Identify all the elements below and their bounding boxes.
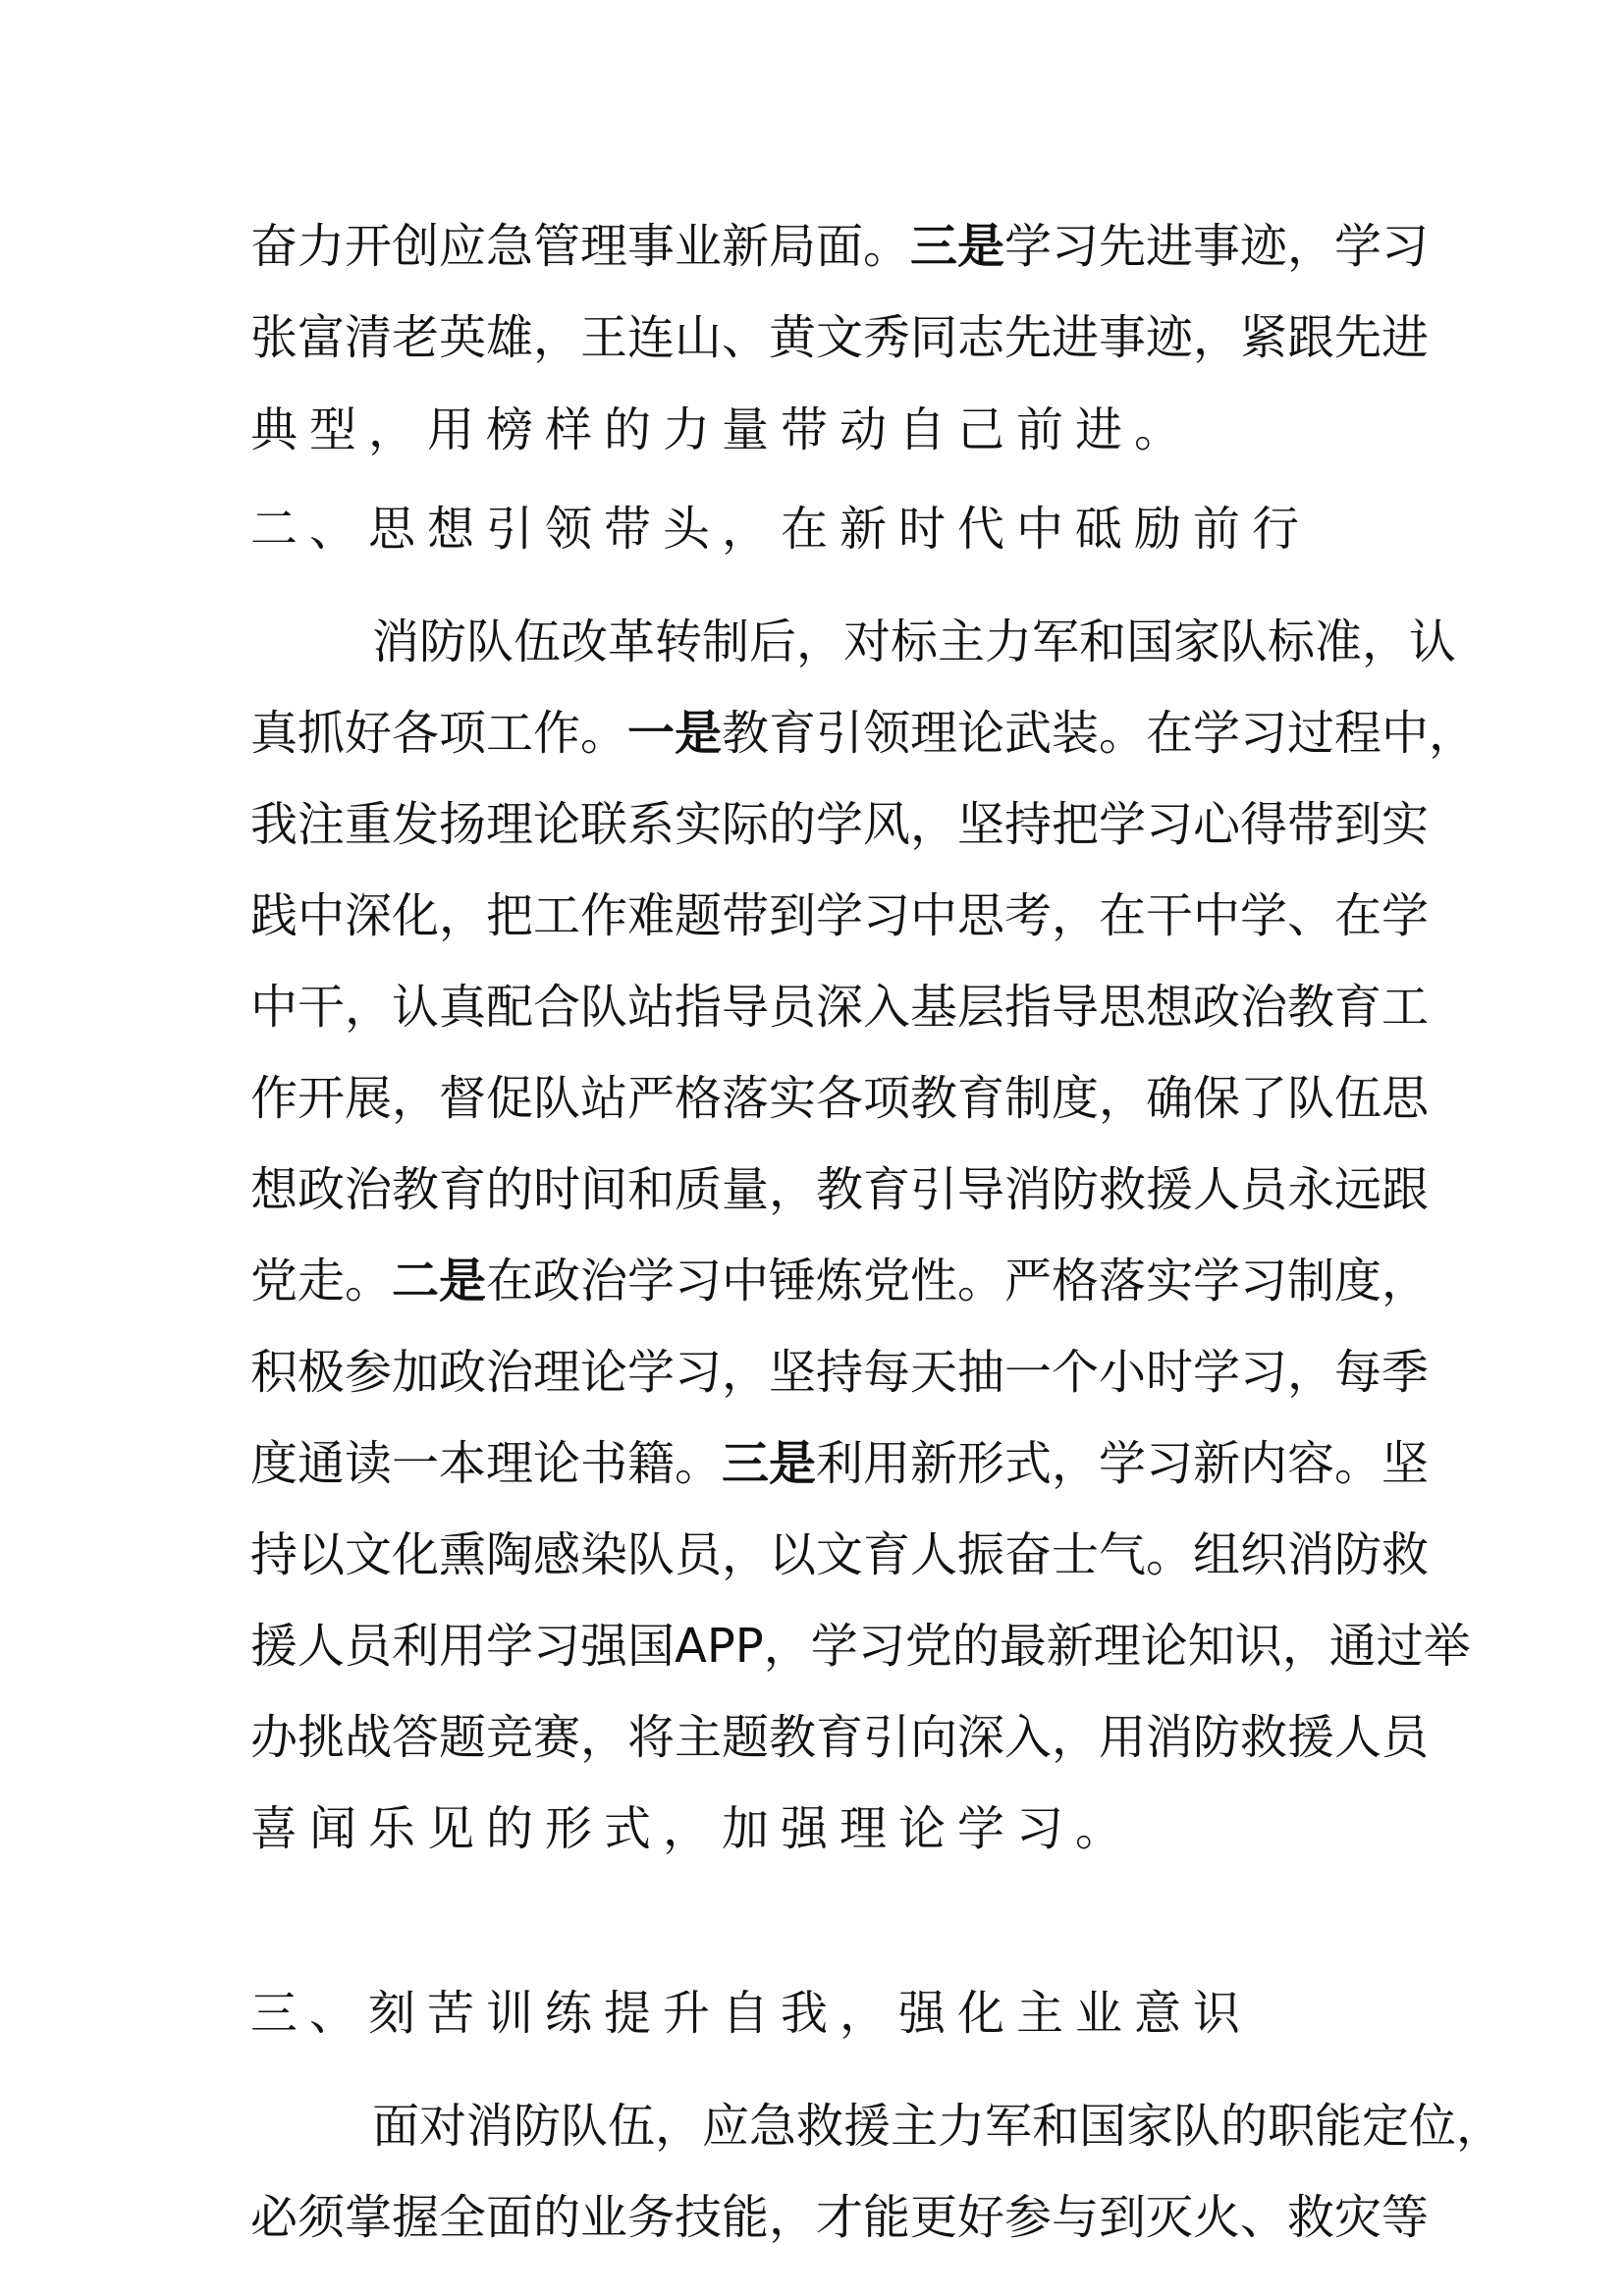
section-heading: [250, 484, 1345, 575]
text-run: 必须掌握全面的业务技能，才能更好参与到灭火、救灾等: [250, 2190, 1430, 2245]
text-run: 积极参加政治理论学习，坚持每天抽一个小时学习，每季: [250, 1345, 1430, 1400]
text-run: 中干，认真配合队站指导员深入基层指导思想政治教育工: [250, 980, 1430, 1035]
paragraph-line: [250, 385, 1345, 476]
paragraph-line: [250, 688, 1477, 779]
paragraph-line: [250, 1692, 1430, 1784]
paragraph-line: [250, 293, 1430, 384]
text-run: 党走。: [250, 1254, 393, 1308]
paragraph-line: [250, 2081, 1504, 2172]
text-run: 利用新形式，学习新内容。坚: [816, 1436, 1430, 1491]
paragraph-line: [250, 597, 1457, 688]
text-run: 奋力开创应急管理事业新局面。: [250, 219, 911, 274]
bold-keyword: 三是: [910, 219, 1005, 274]
text-run: 喜闻乐见的形式，加强理论学习。: [250, 1801, 1135, 1856]
section-heading: [250, 1968, 1345, 2059]
text-run: 三、刻苦训练提升自我，强化主业意识: [250, 1986, 1253, 2041]
paragraph-line: [250, 2172, 1430, 2264]
text-run: 办挑战答题竞赛，将主题教育引向深入，用消防救援人员: [250, 1710, 1430, 1765]
text-run: 援人员利用学习强国APP，学习党的最新理论知识，通过举: [250, 1619, 1471, 1674]
text-run: 教育引领理论武装。在学习过程中，: [722, 706, 1477, 761]
paragraph-line: [250, 1784, 1345, 1875]
paragraph-line: [250, 962, 1430, 1053]
bold-keyword: 一是: [627, 706, 723, 761]
text-run: 践中深化，把工作难题带到学习中思考，在干中学、在学: [250, 888, 1430, 943]
paragraph-line: [250, 1145, 1430, 1236]
bold-keyword: 二是: [392, 1254, 487, 1308]
text-run: 面对消防队伍，应急救援主力军和国家队的职能定位，: [372, 2099, 1504, 2154]
paragraph-line: [250, 1053, 1430, 1145]
paragraph-line: [250, 201, 1430, 293]
text-run: 度通读一本理论书籍。: [250, 1436, 723, 1491]
text-run: 作开展，督促队站严格落实各项教育制度，确保了队伍思: [250, 1071, 1430, 1126]
text-run: 想政治教育的时间和质量，教育引导消防救援人员永远跟: [250, 1162, 1430, 1217]
paragraph-line: [250, 871, 1430, 962]
text-run: 我注重发扬理论联系实际的学风，坚持把学习心得带到实: [250, 797, 1430, 852]
text-run: 持以文化熏陶感染队员，以文育人振奋士气。组织消防救: [250, 1527, 1430, 1582]
paragraph-line: [250, 1601, 1471, 1692]
paragraph-line: [250, 1327, 1430, 1418]
text-run: 张富清老英雄，王连山、黄文秀同志先进事迹，紧跟先进: [250, 310, 1430, 365]
text-run: 真抓好各项工作。: [250, 706, 628, 761]
text-run: 二、思想引领带头，在新时代中砥励前行: [250, 502, 1312, 557]
text-run: 消防队伍改革转制后，对标主力军和国家队标准，认: [372, 614, 1457, 669]
paragraph-line: [250, 1510, 1430, 1601]
text-run: 典型，用榜样的力量带动自己前进。: [250, 402, 1194, 457]
text-run: 在政治学习中锤炼党性。严格落实学习制度，: [486, 1254, 1430, 1308]
bold-keyword: 三是: [722, 1436, 817, 1491]
text-run: 学习先进事迹，学习: [1004, 219, 1430, 274]
paragraph-line: [250, 1418, 1430, 1510]
paragraph-line: [250, 1236, 1430, 1327]
paragraph-line: [250, 779, 1430, 871]
